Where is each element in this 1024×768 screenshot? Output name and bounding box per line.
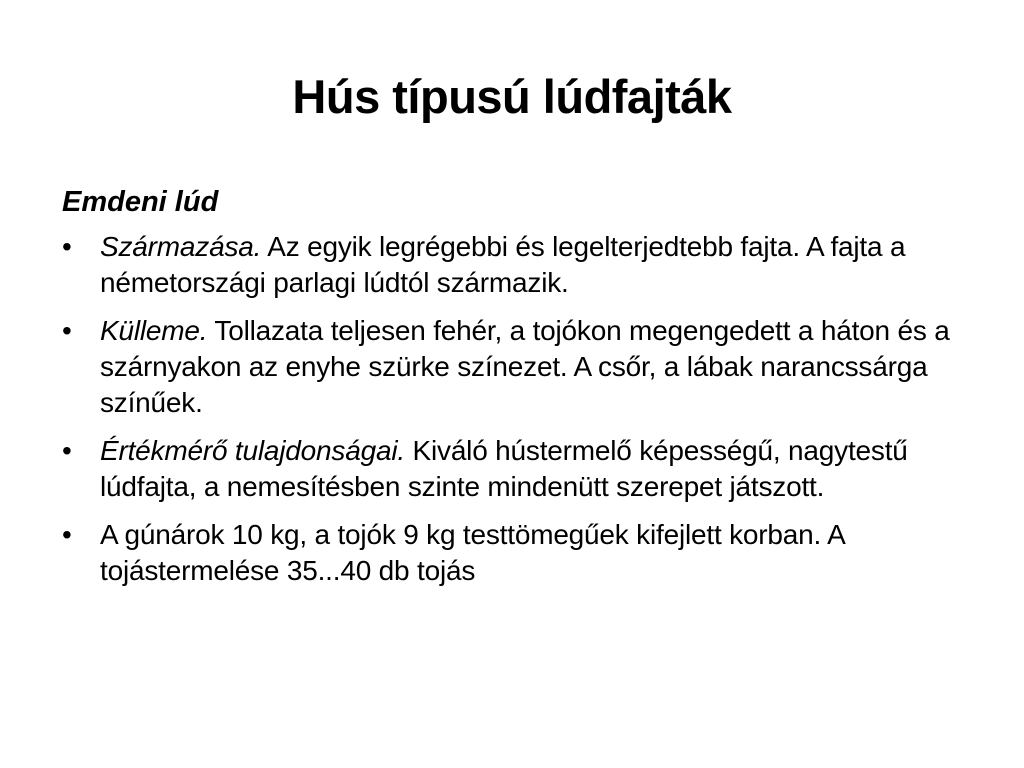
bullet-item-appearance <box>62 313 972 421</box>
bullet-text: Kiváló hústermelő képességű, nagytestű lúdfajta, a nemesítésben szinte mindenütt szerepet játszott. <box>100 435 908 502</box>
slide-content <box>62 183 972 601</box>
bullet-text: Az egyik legrégebbi és legelterjedtebb fajta. A fajta a németországi parlagi lúdtól származik. <box>100 231 906 298</box>
bullet-lead: Származása. <box>100 231 262 262</box>
bullet-text: A gúnárok 10 kg, a tojók 9 kg testtömegűek kifejlett korban. A tojástermelése 35...40 db tojás <box>100 519 845 586</box>
bullet-list <box>62 229 972 589</box>
bullet-lead: Külleme. <box>100 315 208 346</box>
bullet-icon: • <box>62 519 72 550</box>
bullet-icon: • <box>62 231 72 262</box>
bullet-item-weight <box>62 517 972 589</box>
bullet-item-value-traits <box>62 433 972 505</box>
bullet-item-origin <box>62 229 972 301</box>
bullet-text: Tollazata teljesen fehér, a tojókon megengedett a háton és a szárnyakon az enyhe szürke színezet. A csőr, a lábak narancssárga színűek. <box>100 315 950 418</box>
bullet-icon: • <box>62 315 72 346</box>
bullet-icon: • <box>62 435 72 466</box>
breed-subheading: Emdeni lúd <box>62 186 219 218</box>
bullet-lead: Értékmérő tulajdonságai. <box>100 435 405 466</box>
slide-title: Hús típusú lúdfajták <box>292 70 732 123</box>
